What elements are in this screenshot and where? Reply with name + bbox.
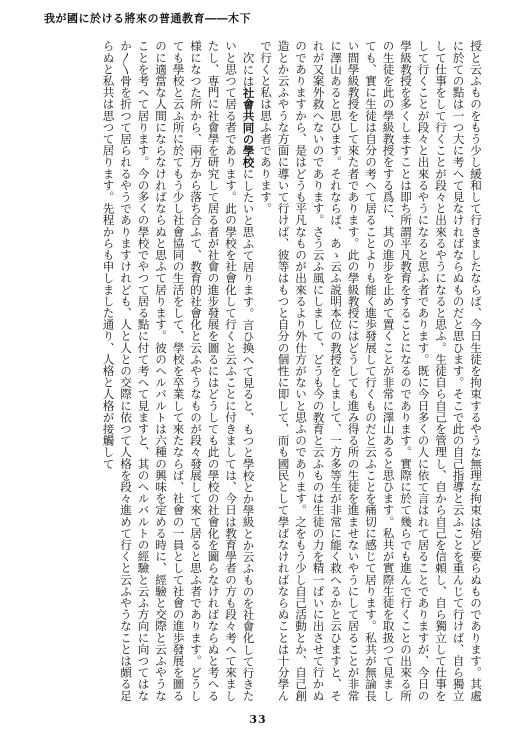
body-text <box>20 40 484 704</box>
paragraph-1 <box>257 40 485 704</box>
paragraph-2-emphasis: 社會共同の學校 <box>241 86 256 168</box>
paragraph-1-text: 授と云ふものをもう少し緩和して行きましたならば、今日生徒を拘束するやうな無理な拘束は殆ど要らぬものであります。其處に於ての點は一つ大に考へて見なければならぬものだと思ひます。そこで此の自己指導と云ふことを重んじて行けば、自ら獨立して仕事をして行くことが段々と出來るやうになると思ふ。生徒自ら自己を管理し、自から自己を信頼し、自ら獨立して仕事をして行くことが段々と出來るやうになると思ふ者であります。既に今日多くの人に依て言はれて居ることでありますが、今日の學級教授を多くしますことは即ち所謂平凡教育をすることになるのであります。實際に於て幾らでも進んで行くことの出來る所の生徒を此の學級教授をする爲に、其の進步を止めて置くことが非常に澤山あると思ひます。私共が實際生徒を取扱つて見ましても、實に生徒は自分の考へて居ることよりも能く進歩發展して行くものだと云ふことを痛切に感じて居ります。私共が無論長い間學級教授をして來た者であります。此の學級教授にはどうしても進み得る所の生徒を進ませないやうにして居ることが非常に澤山あると思ひます。それならば、あゝ云ふ説明本位の教授をしまして、一方多等生が非常に能く救へるかと云ひますと、それが又案外救へないのであります。さう云ふ風にしまして、どうも今の教育と云ふものは生徒の力を精一ぱいに出させて行かぬのでありますから、是はどうも平凡なものが出來るより外仕方がないと思ふのであります。之をもう少し自己活動とか、自己創造とか云ふやうな方面に導いて行けば、彼等はもつと自分の個性に即して、而も國民として學ばなければならぬことは十分學んで行くと私は思ふ者であります。 <box>259 40 483 702</box>
paragraph-2-lead-text: 次には <box>241 51 256 87</box>
running-header: 我が國に於ける將來の普通教育――木下 <box>44 12 251 25</box>
paragraph-2-rest-text: にしたいと思ふて居ります。言ひ換へて見ると、もつと學校とか學級とか云ふものを社會化して行きたいと思つて居る者であります。此の學校を社會化して行くと云ふことに付きましては、今日は教育學者の方も段々考へて來ましたし、専門に社會學を研究して居る者が社會の進步發展を圖るにはどうしても此の學校の社會化を圖らなければならぬと考へる様になつた所から、兩方から落ち合ふて、教育的社會化と云ふやうなものが段々發展して來て居ると思ふ者であります。どうしても學校と云ふ所に於てもう少し社會協同の生活をして、學校を卒業して來たならば、社會の一員として社會の進歩發展を圖るのに適當な人間にならなければならぬと思ふて居ります。彼のヘルバルトは六種の興味を定める時に、經驗と交際と云ふやうなことを考へて居ります。今の多くの學校でやつて居る點に付て考へて見ますと、其のヘルバルトの經驗と云ふ方向に向つてはなか〳〵骨を折つて居られるやうでありますけれども、人と人との交際に依つて人格を段々進めて行くと云ふやうなことは頗る足らぬと私共は思つて居ります。先程からも申しました通り、人格と人格が接觸して <box>101 40 256 702</box>
paragraph-2 <box>99 40 257 704</box>
page-number: 33 <box>249 713 267 726</box>
